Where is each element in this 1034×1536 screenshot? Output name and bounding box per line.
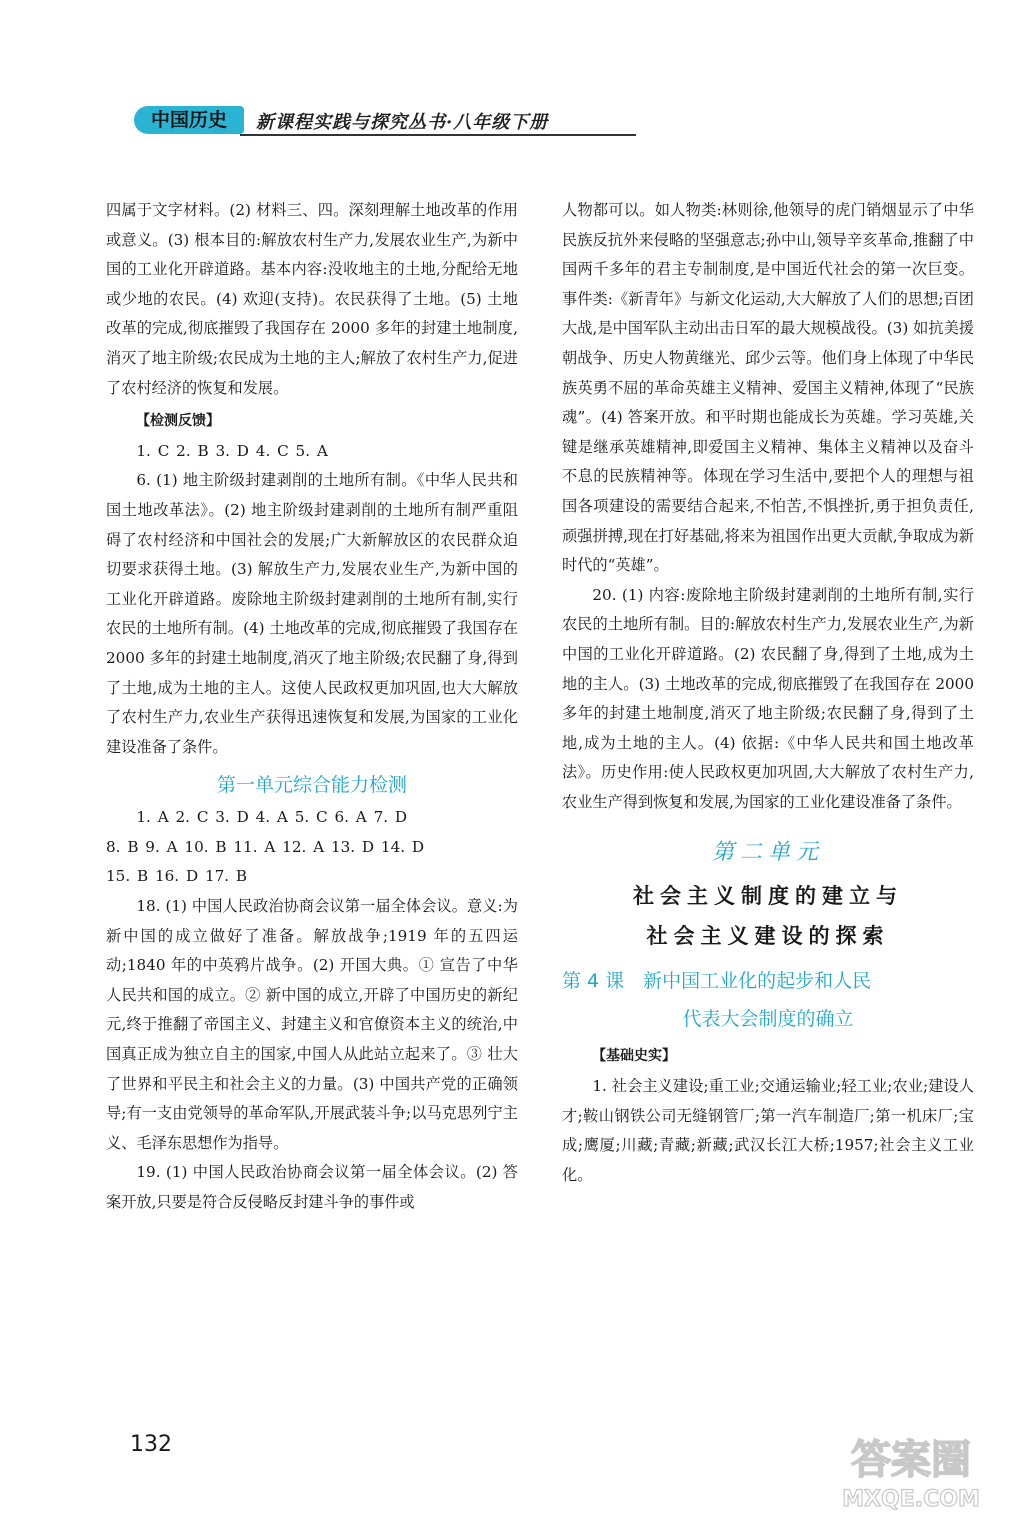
section-title: 第一单元综合能力检测 [216, 774, 407, 797]
watermark-logo [816, 1418, 1006, 1518]
answers-1-7: 1. A 2. C 3. D 4. A 5. C 6. A 7. D [136, 808, 408, 827]
feedback-label: 【检测反馈】 [136, 413, 220, 430]
answers-15-17: 15. B 16. D 17. B [106, 867, 248, 886]
lesson-title-line-1: 第 4 课 新中国工业化的起步和人民 [562, 970, 872, 993]
answer-20: 20. (1) 内容:废除地主阶级封建剥削的土地所有制,实行农民的土地所有制。目的:解放农村生产力,发展农业生产,为新中国的工业化开辟道路。(2) 农民翻了身,得到了土地,成为土地的主人。(3) 土地改革的完成,彻底摧毁了在我国存在 2000 多年的封建土地制度,消灭了地主阶级;农民翻了身,得到了土地,成为土地的主人。(4) 依据:《中华人民共和国土地改革法》。历史作用:使人民政权更加巩固,大大解放了农村生产力,农业生产得到恢复和发展,为国家的工业化建设准备了条件。 [562, 585, 974, 811]
answers-8-14: 8. B 9. A 10. B 11. A 12. A 13. D 14. D [106, 837, 425, 856]
book-title: 新课程实践与探究丛书·八年级下册 [256, 112, 549, 133]
answers-1-5: 1. C 2. B 3. D 4. C 5. A [136, 441, 328, 460]
answer-6: 6. (1) 地主阶级封建剥削的土地所有制。《中华人民共和国土地改革法》。(2) 地主阶级封建剥削的土地所有制严重阻碍了农村经济和中国社会的发展;广大新解放区的农民群众迫切要求获得土地。(3) 解放生产力,发展农业生产,为新中国的工业化开辟道路。废除地主阶级封建剥削的土地所有制,实行农民的土地所有制。(4) 土地改革的完成,彻底摧毁了我国存在 2000 多年的封建土地制度,消灭了地主阶级;农民翻了身,得到了土地,成为土地的主人。这使人民政权更加巩固,也大大解放了农村生产力,农业生产获得迅速恢复和发展,为国家的工业化建设准备了条件。 [106, 471, 518, 756]
right-paragraph-1: 人物都可以。如人物类:林则徐,他领导的虎门销烟显示了中华民族反抗外来侵略的坚强意志;孙中山,领导辛亥革命,推翻了中国两千多年的君主专制制度,是中国近代社会的第一次巨变。事件类:《新青年》与新文化运动,大大解放了人们的思想;百团大战,是中国军队主动出击日军的最大规模战役。(3) 如抗美援朝战争、历史人物黄继光、邱少云等。他们身上体现了中华民族英勇不屈的革命英雄主义精神、爱国主义精神,体现了“民族魂”。(4) 答案开放。和平时期也能成长为英雄。学习英雄,关键是继承英雄精神,即爱国主义精神、集体主义精神以及奋斗不息的民族精神等。体现在学习生活中,要把个人的理想与祖国各项建设的需要结合起来,不怕苦,不惧挫折,勇于担负责任,顽强拼搏,现在打好基础,将来为祖国作出更大贡献,争取成为新时代的“英雄”。 [562, 201, 974, 575]
basic-facts-label: 【基础史实】 [592, 1048, 676, 1065]
basic-facts-answer: 1. 社会主义建设;重工业;交通运输业;轻工业;农业;建设人才;鞍山钢铁公司无缝钢管厂;第一汽车制造厂;第一机床厂;宝成;鹰厦;川藏;青藏;新藏;武汉长江大桥;1957;社会主义工业化。 [562, 1077, 974, 1184]
left-column [106, 196, 518, 1218]
right-column [562, 196, 974, 1190]
unit-heading-1: 社会主义制度的建立与 [633, 883, 903, 909]
watermark-url: MXQE.COM [842, 1487, 980, 1512]
subject-tag: 中国历史 [134, 106, 244, 134]
unit-title: 第二单元 [711, 840, 824, 866]
header-rule [240, 134, 636, 136]
lesson-title [562, 962, 974, 1038]
left-paragraph-1: 四属于文字材料。(2) 材料三、四。深刻理解土地改革的作用或意义。(3) 根本目的:解放农村生产力,发展农业生产,为新中国的工业化开辟道路。基本内容:没收地主的土地,分配给无地或少地的农民。(4) 欢迎(支持)。农民获得了土地。(5) 土地改革的完成,彻底摧毁了我国存在 2000 多年的封建土地制度,消灭了地主阶级;农民成为土地的主人;解放了农村生产力,促进了农村经济的恢复和发展。 [106, 201, 518, 397]
answer-18: 18. (1) 中国人民政治协商会议第一届全体会议。意义:为新中国的成立做好了准备。解放战争;1919 年的五四运动;1840 年的中英鸦片战争。(2) 开国大典。① 宣告了中华人民共和国的成立。② 新中国的成立,开辟了中国历史的新纪元,终于推翻了帝国主义、封建主义和官僚资本主义的统治,中国真正成为独立自主的国家,中国人从此站立起来了。③ 壮大了世界和平民主和社会主义的力量。(3) 中国共产党的正确领导;有一支由党领导的革命军队,开展武装斗争;以马克思列宁主义、毛泽东思想作为指导。 [106, 897, 518, 1152]
unit-heading-2: 社会主义建设的探索 [646, 923, 890, 949]
watermark-text: 答案圈 [851, 1437, 971, 1483]
answer-19: 19. (1) 中国人民政治协商会议第一届全体会议。(2) 答案开放,只要是符合反侵略反封建斗争的事件或 [106, 1163, 518, 1211]
page-number: 132 [130, 1432, 172, 1457]
lesson-title-line-2: 代表大会制度的确立 [682, 1008, 854, 1031]
